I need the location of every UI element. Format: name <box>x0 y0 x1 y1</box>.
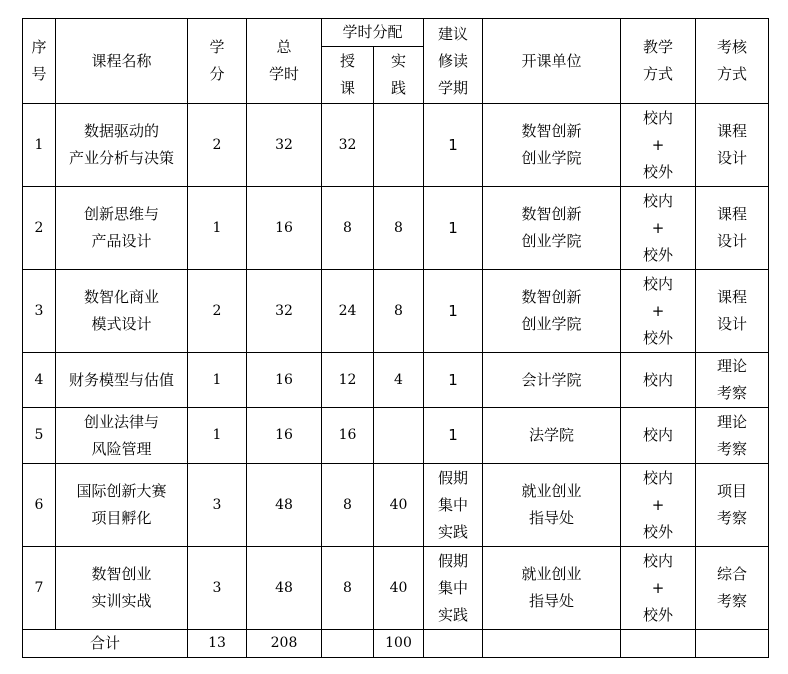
cell-unit: 数智创新 创业学院 <box>483 187 621 270</box>
header-unit: 开课单位 <box>483 19 621 104</box>
cell-assessment: 理论 考察 <box>696 408 769 464</box>
cell-credit: 1 <box>188 353 247 408</box>
cell-course-name: 创新思维与 产品设计 <box>56 187 188 270</box>
total-unit <box>483 630 621 658</box>
header-hours-split: 学时分配 <box>322 19 424 47</box>
cell-assessment: 课程 设计 <box>696 270 769 353</box>
cell-assessment: 课程 设计 <box>696 104 769 187</box>
total-semester <box>424 630 483 658</box>
cell-lecture: 8 <box>322 547 374 630</box>
table-row <box>23 408 769 464</box>
cell-teaching-mode: 校内 <box>621 408 696 464</box>
cell-teaching-mode: 校内 + 校外 <box>621 547 696 630</box>
cell-semester: 假期 集中 实践 <box>424 547 483 630</box>
cell-total-hours: 32 <box>247 104 322 187</box>
cell-lecture: 32 <box>322 104 374 187</box>
cell-total-hours: 16 <box>247 187 322 270</box>
cell-practice: 40 <box>374 464 424 547</box>
cell-credit: 2 <box>188 104 247 187</box>
cell-practice: 4 <box>374 353 424 408</box>
cell-semester: 1 <box>424 270 483 353</box>
cell-practice <box>374 104 424 187</box>
total-lecture <box>322 630 374 658</box>
cell-seq: 5 <box>23 408 56 464</box>
cell-lecture: 12 <box>322 353 374 408</box>
cell-credit: 1 <box>188 187 247 270</box>
cell-teaching-mode: 校内 + 校外 <box>621 104 696 187</box>
cell-course-name: 数智创业 实训实战 <box>56 547 188 630</box>
header-seq: 序 号 <box>23 19 56 104</box>
cell-seq: 2 <box>23 187 56 270</box>
total-mode <box>621 630 696 658</box>
total-row <box>23 630 769 658</box>
table-row <box>23 547 769 630</box>
cell-lecture: 16 <box>322 408 374 464</box>
cell-unit: 会计学院 <box>483 353 621 408</box>
cell-unit: 数智创新 创业学院 <box>483 104 621 187</box>
header-semester: 建议 修读 学期 <box>424 19 483 104</box>
cell-assessment: 理论 考察 <box>696 353 769 408</box>
cell-practice: 8 <box>374 187 424 270</box>
table-row <box>23 104 769 187</box>
total-label: 合计 <box>23 630 188 658</box>
cell-total-hours: 48 <box>247 547 322 630</box>
cell-unit: 法学院 <box>483 408 621 464</box>
total-hours: 208 <box>247 630 322 658</box>
cell-seq: 3 <box>23 270 56 353</box>
total-credit: 13 <box>188 630 247 658</box>
header-assessment: 考核 方式 <box>696 19 769 104</box>
cell-assessment: 课程 设计 <box>696 187 769 270</box>
cell-seq: 4 <box>23 353 56 408</box>
cell-assessment: 项目 考察 <box>696 464 769 547</box>
total-assessment <box>696 630 769 658</box>
cell-total-hours: 16 <box>247 408 322 464</box>
cell-semester: 1 <box>424 104 483 187</box>
cell-seq: 6 <box>23 464 56 547</box>
cell-assessment: 综合 考察 <box>696 547 769 630</box>
cell-semester: 假期 集中 实践 <box>424 464 483 547</box>
cell-course-name: 数据驱动的 产业分析与决策 <box>56 104 188 187</box>
header-course-name: 课程名称 <box>56 19 188 104</box>
cell-course-name: 财务模型与估值 <box>56 353 188 408</box>
cell-practice <box>374 408 424 464</box>
cell-course-name: 创业法律与 风险管理 <box>56 408 188 464</box>
header-total-hours: 总 学时 <box>247 19 322 104</box>
cell-unit: 就业创业 指导处 <box>483 547 621 630</box>
total-practice: 100 <box>374 630 424 658</box>
cell-course-name: 数智化商业 模式设计 <box>56 270 188 353</box>
cell-teaching-mode: 校内 <box>621 353 696 408</box>
cell-lecture: 24 <box>322 270 374 353</box>
cell-teaching-mode: 校内 + 校外 <box>621 464 696 547</box>
cell-total-hours: 16 <box>247 353 322 408</box>
cell-seq: 1 <box>23 104 56 187</box>
cell-unit: 就业创业 指导处 <box>483 464 621 547</box>
cell-credit: 3 <box>188 464 247 547</box>
cell-credit: 1 <box>188 408 247 464</box>
table-body <box>23 104 769 630</box>
header-credit: 学 分 <box>188 19 247 104</box>
header-teaching-mode: 教学 方式 <box>621 19 696 104</box>
cell-credit: 3 <box>188 547 247 630</box>
cell-course-name: 国际创新大赛 项目孵化 <box>56 464 188 547</box>
header-row-top <box>23 19 769 47</box>
table-row <box>23 270 769 353</box>
cell-practice: 40 <box>374 547 424 630</box>
cell-seq: 7 <box>23 547 56 630</box>
cell-unit: 数智创新 创业学院 <box>483 270 621 353</box>
table-row <box>23 187 769 270</box>
cell-semester: 1 <box>424 353 483 408</box>
cell-semester: 1 <box>424 408 483 464</box>
course-table <box>22 18 769 658</box>
header-practice: 实 践 <box>374 47 424 104</box>
cell-total-hours: 48 <box>247 464 322 547</box>
cell-practice: 8 <box>374 270 424 353</box>
cell-teaching-mode: 校内 + 校外 <box>621 270 696 353</box>
cell-lecture: 8 <box>322 187 374 270</box>
cell-teaching-mode: 校内 + 校外 <box>621 187 696 270</box>
table-row <box>23 353 769 408</box>
table-row <box>23 464 769 547</box>
cell-semester: 1 <box>424 187 483 270</box>
header-lecture: 授 课 <box>322 47 374 104</box>
cell-lecture: 8 <box>322 464 374 547</box>
cell-credit: 2 <box>188 270 247 353</box>
cell-total-hours: 32 <box>247 270 322 353</box>
